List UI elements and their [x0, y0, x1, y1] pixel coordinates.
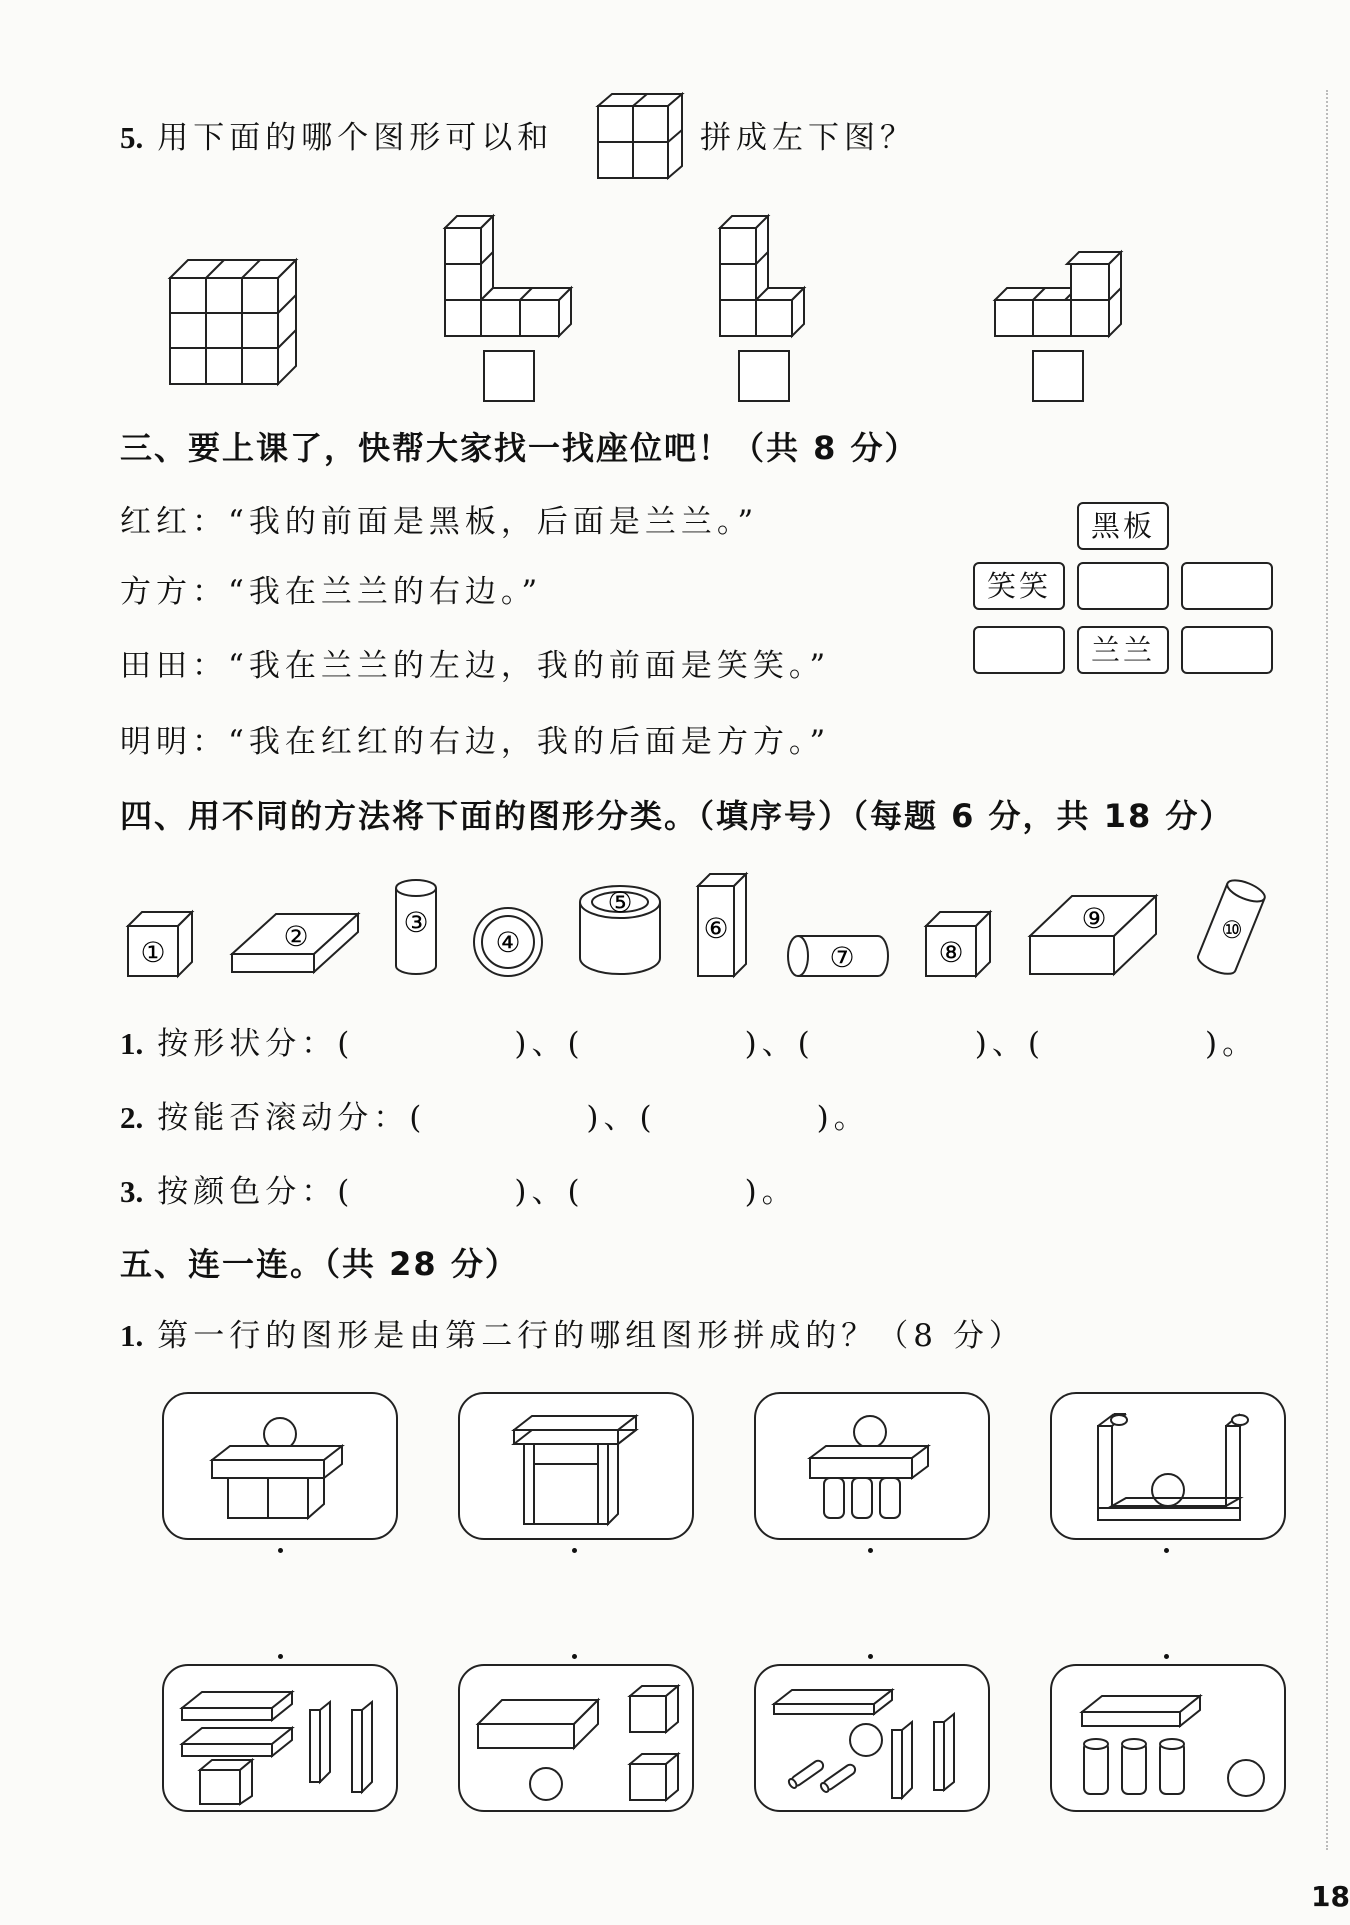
- q5-option-c-figure: [993, 250, 1123, 340]
- top-figure-card-4[interactable]: [1050, 1392, 1286, 1540]
- q5-option-a-answer-box[interactable]: [483, 350, 535, 402]
- top-figure-card-1[interactable]: [162, 1392, 398, 1540]
- top-connect-dot-4[interactable]: [1164, 1548, 1169, 1553]
- shape-7-lying-cylinder: [786, 934, 890, 978]
- shape-1-label: ①: [140, 936, 166, 969]
- shape-3-label: ③: [403, 906, 429, 939]
- section4-q2-label: 按能否滚动分：: [157, 1100, 410, 1136]
- bottom-group-card-3[interactable]: [754, 1664, 990, 1812]
- section4-q3-line: 3. 按颜色分：( )、( )。: [120, 1174, 798, 1210]
- top-figure-card-2[interactable]: [458, 1392, 694, 1540]
- q5-option-a-figure: [443, 214, 573, 340]
- q5-line: [120, 118, 553, 158]
- shape-8-cube: [924, 910, 994, 978]
- bottom-connect-dot-2[interactable]: [572, 1654, 577, 1659]
- page-number: 18: [1311, 1880, 1350, 1913]
- section3-line-tiantian: 田田：“我在兰兰的左边，我的前面是笑笑。”: [120, 648, 831, 684]
- section4-q1-number: 1.: [120, 1026, 144, 1061]
- section5-q1-number: 1.: [120, 1318, 144, 1353]
- shape-2-label: ②: [283, 920, 309, 953]
- shape-4-sphere: [472, 906, 544, 978]
- section4-heading: 四、用不同的方法将下面的图形分类。（填序号）（每题 6 分，共 18 分）: [120, 797, 1234, 835]
- bottom-group-1: [178, 1678, 388, 1806]
- seat-blackboard: 黑板: [1077, 502, 1169, 550]
- top-figure-3: [808, 1414, 938, 1530]
- bottom-group-card-2[interactable]: [458, 1664, 694, 1812]
- seat-row2-left[interactable]: [973, 626, 1065, 674]
- seat-xiaoxiao: 笑笑: [973, 562, 1065, 610]
- shape-3-cylinder: [394, 876, 440, 978]
- section5-q1-line: [120, 1316, 1025, 1356]
- q5-option-b-figure: [718, 214, 814, 340]
- section3-line-mingming: 明明：“我在红红的右边，我的后面是方方。”: [120, 724, 831, 760]
- section3-line-fangfang: 方方：“我在兰兰的右边。”: [120, 574, 543, 610]
- shape-4-label: ④: [495, 926, 521, 959]
- shape-5-short-cylinder: [578, 880, 662, 978]
- section5-q1-text: 第一行的图形是由第二行的哪组图形拼成的？（8 分）: [157, 1318, 1025, 1354]
- shape-10-tilted-cylinder: [1196, 878, 1266, 978]
- top-figure-4: [1090, 1412, 1250, 1530]
- bottom-group-4: [1066, 1678, 1276, 1806]
- shape-6-label: ⑥: [703, 912, 729, 945]
- bottom-group-3: [768, 1678, 982, 1806]
- bottom-group-card-4[interactable]: [1050, 1664, 1286, 1812]
- section3-line-honghong: 红红：“我的前面是黑板，后面是兰兰。”: [120, 504, 759, 540]
- bottom-group-card-1[interactable]: [162, 1664, 398, 1812]
- shape-8-label: ⑧: [938, 936, 964, 969]
- bottom-connect-dot-4[interactable]: [1164, 1654, 1169, 1659]
- section4-q1-line: 1. 按形状分：( )、( )、( )、( )。: [120, 1026, 1259, 1062]
- section4-q3-number: 3.: [120, 1174, 144, 1209]
- margin-dotted-line: [1326, 90, 1328, 1850]
- seat-row1-right[interactable]: [1181, 562, 1273, 610]
- q5-reference-cubes: [596, 92, 686, 182]
- seat-lanlan: 兰兰: [1077, 626, 1169, 674]
- q5-option-b-answer-box[interactable]: [738, 350, 790, 402]
- q5-option-c-answer-box[interactable]: [1032, 350, 1084, 402]
- bottom-connect-dot-1[interactable]: [278, 1654, 283, 1659]
- shape-7-label: ⑦: [829, 941, 855, 974]
- shape-6-tall-box: [696, 872, 748, 978]
- top-figure-1: [210, 1416, 350, 1526]
- section4-q2-number: 2.: [120, 1100, 144, 1135]
- shape-10-label: ⑩: [1221, 916, 1243, 944]
- seat-row1-middle[interactable]: [1077, 562, 1169, 610]
- section4-q1-label: 按形状分：: [157, 1026, 338, 1062]
- section5-heading: 五、连一连。（共 28 分）: [120, 1245, 519, 1283]
- q5-target-figure: [168, 258, 298, 386]
- q5-text-before: 用下面的哪个图形可以和: [157, 120, 554, 156]
- top-figure-2: [512, 1410, 642, 1530]
- section4-q2-line: 2. 按能否滚动分：( )、( )。: [120, 1100, 870, 1136]
- top-connect-dot-3[interactable]: [868, 1548, 873, 1553]
- q5-number: 5.: [120, 120, 144, 155]
- shape-2-flat-box: [230, 912, 360, 976]
- top-connect-dot-2[interactable]: [572, 1548, 577, 1553]
- shape-1-cube: [126, 910, 196, 978]
- seat-row2-right[interactable]: [1181, 626, 1273, 674]
- section3-heading: 三、要上课了，快帮大家找一找座位吧！（共 8 分）: [120, 429, 919, 467]
- shape-5-label: ⑤: [607, 886, 633, 919]
- shape-9-label: ⑨: [1081, 902, 1107, 935]
- bottom-connect-dot-3[interactable]: [868, 1654, 873, 1659]
- bottom-group-2: [474, 1678, 684, 1806]
- top-figure-card-3[interactable]: [754, 1392, 990, 1540]
- top-connect-dot-1[interactable]: [278, 1548, 283, 1553]
- q5-text-after: 拼成左下图？: [700, 120, 916, 156]
- section4-q3-label: 按颜色分：: [157, 1174, 338, 1210]
- shape-9-box: [1028, 894, 1158, 978]
